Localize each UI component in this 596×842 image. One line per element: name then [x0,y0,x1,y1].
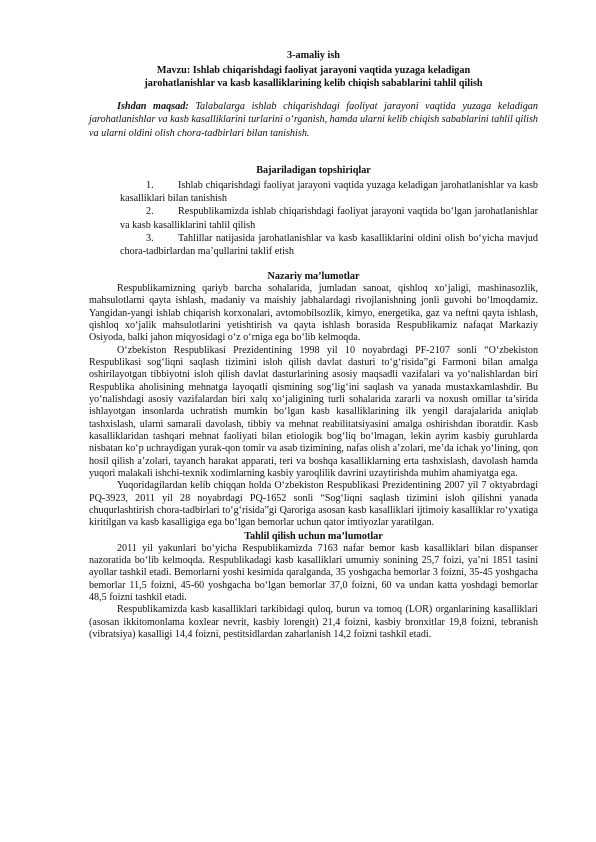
task-item-1 [89,179,538,205]
theory-paragraph-2: O‘zbekiston Respublikasi Prezidentining 1998 yil 10 noyabrdagi PF-2107 sonli “O‘zbekiston Respublikasi sog‘liqni saqlash tizimini isloh qilish davlat dasturi to‘g‘risida”gi Farmoni bilan amalga oshirilayotgan tibbiyotni isloh qilish davlat dasturlarining asosiy maqsadli vazifalari va yo‘nalishlardan biri Respublika aholisining mehnatga layoqatli qismining sog‘lig‘ini saqlash va yanada mustaxkamlashdir. Bu yo‘nalishdagi asosiy vazifalardan biri xalq xo‘jaligining turli sohalarida zararli va noxush omillar ta’sirida ishlayotgan insonlarda uchratish mumkin bo‘lgan kasb kasalliklarining ilk yengil darajalarida aniqlab tashxislash, ularni samarali davolash, tibbiy va mehnat reabilitatsiyasini amalga oshirishdan iboratdir. Kasb kasalliklaridan tashqari mehnat faoliyati bilan etiologik bog‘liq bo‘lmagan, lekin ayrim kasbiy guruhlarda nisbatan ko‘p uchraydigan yurak-qon tomir va asab tizimining, nafas olish a’zolari, me’da ichak yo‘lining, qon hosil qilish a’zolari, tayanch harakat apparati, teri va boshqa kasalliklarning erta tashxislash, davolash hamda yuqori malakali ishchi-texnik xodimlarning kasbiy yaroqlilik davrini uzaytirishda muhim ahamiyatga ega. [89,344,538,479]
task-item-3 [89,232,538,258]
task-number: 3. [146,232,154,244]
topic-line-1: Mavzu: Ishlab chiqarishdagi faoliyat jarayoni vaqtida yuzaga keladigan [156,64,471,76]
theory-paragraph-1: Respublikamizning qariyb barcha sohalarida, jumladan sanoat, qishloq xo‘jaligi, mashinasozlik, mahsulotlarni qayta ishlash, madaniy va maishiy jabhalardagi rivojlanishning jonli guvohi bo‘lmoqdamiz. Yangidan-yangi ishlab chiqarish korxonalari, avtomobilsozlik, kimyo, energetika, gaz va neftni qayta ishlash, qishloq xo‘jalik mahsulotlarini yetishtirish va qayta ishlash borasida Respublikamiz nafaqat Markaziy Osiyoda, balki jahon miqyosidagi o‘z o‘rniga ega bo‘lib kelmoqda. [89,282,538,344]
task-text: Respublikamizda ishlab chiqarishdagi faoliyat jarayoni vaqtida bo‘lgan jarohatlanishlar va kasb kasalliklarini tahlil qilish [120,206,538,231]
task-text: Tahlillar natijasida jarohatlanishlar va kasb kasalliklarini oldini olish bo‘yicha mavjud chora-tadbirlardan ma’qullarini taklif etish [120,232,538,257]
aim-label: Ishdan maqsad: [117,100,189,112]
analysis-paragraph-1: 2011 yil yakunlari bo‘yicha Respublikamizda 7163 nafar bemor kasb kasalliklari bilan dispanser nazoratida bo‘lib kelmoqda. Respublikadagi kasb kasalliklari umumiy sonining 25,7 foizi, ya’ni 1851 tasini ayollar tashkil etadi. Bemorlarni yoshi kesimida qaralganda, 35 yoshgacha bemorlar 3 foizni, 35-45 yoshgacha bemorlar 11,5 foizni, 45-60 yoshgacha bo‘lgan bemorlar 37,0 foizni, 60 va undan katta yoshdagi bemorlar 48,5 foizni tashkil etadi. [89,542,538,604]
analysis-heading: Tahlil qilish uchun ma’lumotlar [244,530,383,542]
lab-title: 3-amaliy ish [287,50,340,61]
aim-text: Talabalarga ishlab chiqarishdagi faoliyat jarayoni vaqtida yuzaga keladigan jarohatlanishlar va kasb kasalliklarini turlarini o‘rganish, hamda ularni kelib chiqish sabablarini tahlil qilish va ularni oldini olish chora-tadbirlari bilan tanishish. [89,100,538,139]
theory-paragraph-3: Yuqoridagilardan kelib chiqqan holda O‘zbekiston Respublikasi Prezidentining 2007 yil 7 oktyabrdagi PQ-3923, 2011 yil 28 noyabrdagi PQ-1652 sonli “Sog‘liqni saqlash tizimini isloh qilishni yanada chuqurlashtirish chora-tadbirlari to‘g‘risida”gi Qaroriga asosan kasb kasalliklari ijtimoiy kasalliklar ro‘yxatiga kiritilgan va kasb kasalligiga ega bo‘lgan bemorlar uchun qator imtiyozlar yaratilgan. [89,480,538,529]
tasks-heading: Bajariladigan topshiriqlar [256,165,371,177]
task-item-2 [89,205,538,231]
theory-heading: Nazariy ma’lumotlar [267,270,360,282]
task-text: Ishlab chiqarishdagi faoliyat jarayoni vaqtida yuzaga keladigan jarohatlanishlar va kasb kasalliklari bilan tanishish [120,180,538,205]
topic-line-2: jarohatlanishlar va kasb kasalliklarining kelib chiqish sabablarini tahlil qilish [144,77,483,89]
task-number: 1. [146,180,154,192]
aim-paragraph [89,100,538,141]
task-number: 2. [146,206,154,218]
analysis-paragraph-2: Respublikamizda kasb kasalliklari tarkibidagi quloq, burun va tomoq (LOR) organlarining kasalliklari (asosan ikkitomonlama koxlear nevrit, kasbiy lorengit) 21,4 foizni, kasbiy bronxitlar 19,8 foizni, tebranish (vibratsiya) kasalligi 14,4 foizni, pestitsidlardan zaharlanish 14,2 foizni tashkil etadi. [89,604,538,641]
